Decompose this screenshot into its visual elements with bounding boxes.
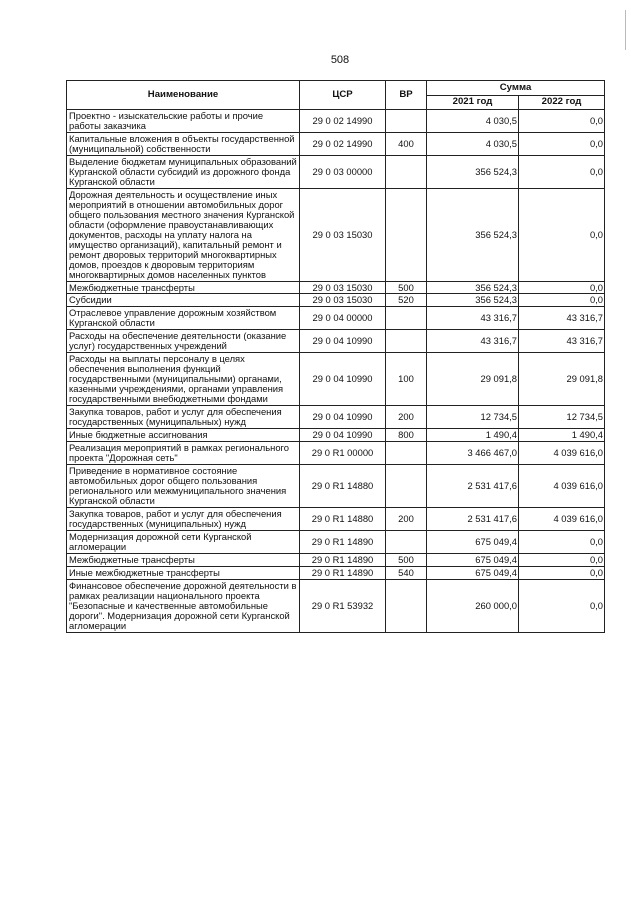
table-row	[67, 530, 605, 553]
row-name-cell: Межбюджетные трансферты	[67, 281, 300, 294]
row-sum-2021-cell: 43 316,7	[427, 307, 519, 330]
table-row	[67, 507, 605, 530]
row-vr-cell: 500	[386, 553, 427, 566]
table-row	[67, 307, 605, 330]
scan-edge-mark	[625, 10, 626, 50]
table-row	[67, 465, 605, 508]
row-vr-cell: 400	[386, 132, 427, 155]
table-row	[67, 566, 605, 579]
page-number: 508	[330, 54, 350, 66]
table-row	[67, 442, 605, 465]
row-sum-2022-cell: 0,0	[519, 579, 605, 632]
row-csr-cell: 29 0 R1 14890	[300, 530, 386, 553]
table-row	[67, 281, 605, 294]
row-name-cell: Приведение в нормативное состояние автомобильных дорог общего пользования регионального или межмуниципального значения Курганской области	[67, 465, 300, 508]
row-csr-cell: 29 0 03 15030	[300, 281, 386, 294]
row-csr-cell: 29 0 R1 00000	[300, 442, 386, 465]
row-sum-2021-cell: 3 466 467,0	[427, 442, 519, 465]
budget-table-container	[66, 80, 605, 633]
row-sum-2021-cell: 43 316,7	[427, 330, 519, 353]
header-sum: Сумма	[427, 81, 605, 96]
row-vr-cell	[386, 330, 427, 353]
row-name-cell: Модернизация дорожной сети Курганской агломерации	[67, 530, 300, 553]
row-sum-2021-cell: 675 049,4	[427, 553, 519, 566]
row-vr-cell: 200	[386, 507, 427, 530]
row-name-cell: Расходы на обеспечение деятельности (оказание услуг) государственных учреждений	[67, 330, 300, 353]
table-row	[67, 429, 605, 442]
row-sum-2022-cell: 0,0	[519, 530, 605, 553]
table-row	[67, 110, 605, 133]
table-row	[67, 330, 605, 353]
row-csr-cell: 29 0 03 15030	[300, 188, 386, 281]
header-year-2021: 2021 год	[427, 95, 519, 110]
row-name-cell: Капитальные вложения в объекты государственной (муниципальной) собственности	[67, 132, 300, 155]
row-sum-2022-cell: 0,0	[519, 553, 605, 566]
row-name-cell: Финансовое обеспечение дорожной деятельности в рамках реализации национального проекта "Безопасные и качественные автомобильные дороги". Модернизация дорожной сети Курганской агломерации	[67, 579, 300, 632]
row-name-cell: Выделение бюджетам муниципальных образований Курганской области субсидий из дорожного фонда Курганской области	[67, 155, 300, 188]
table-row	[67, 155, 605, 188]
row-sum-2022-cell: 0,0	[519, 188, 605, 281]
row-name-cell: Закупка товаров, работ и услуг для обеспечения государственных (муниципальных) нужд	[67, 507, 300, 530]
row-sum-2021-cell: 4 030,5	[427, 110, 519, 133]
row-csr-cell: 29 0 R1 14880	[300, 507, 386, 530]
row-sum-2022-cell: 0,0	[519, 132, 605, 155]
row-sum-2022-cell: 43 316,7	[519, 330, 605, 353]
row-sum-2021-cell: 356 524,3	[427, 294, 519, 307]
row-sum-2021-cell: 356 524,3	[427, 155, 519, 188]
row-sum-2022-cell: 4 039 616,0	[519, 442, 605, 465]
row-csr-cell: 29 0 04 10990	[300, 330, 386, 353]
row-csr-cell: 29 0 04 10990	[300, 353, 386, 406]
row-sum-2022-cell: 12 734,5	[519, 406, 605, 429]
row-csr-cell: 29 0 R1 53932	[300, 579, 386, 632]
row-sum-2021-cell: 260 000,0	[427, 579, 519, 632]
row-name-cell: Дорожная деятельность и осуществление иных мероприятий в отношении автомобильных дорог общего пользования местного значения Курганской области (оформление правоустанавливающих документов, расходы на уплату налога на имущество организаций), капитальный ремонт и ремонт дворовых территорий многоквартирных домов, проездов к дворовым территориям многоквартирных домов населенных пунктов	[67, 188, 300, 281]
row-name-cell: Иные межбюджетные трансферты	[67, 566, 300, 579]
row-vr-cell	[386, 110, 427, 133]
row-csr-cell: 29 0 R1 14890	[300, 566, 386, 579]
row-vr-cell	[386, 465, 427, 508]
row-sum-2021-cell: 356 524,3	[427, 281, 519, 294]
table-row	[67, 188, 605, 281]
row-vr-cell: 800	[386, 429, 427, 442]
row-vr-cell	[386, 188, 427, 281]
row-csr-cell: 29 0 04 00000	[300, 307, 386, 330]
row-csr-cell: 29 0 R1 14890	[300, 553, 386, 566]
row-name-cell: Проектно - изыскательские работы и прочие работы заказчика	[67, 110, 300, 133]
row-csr-cell: 29 0 03 00000	[300, 155, 386, 188]
row-sum-2022-cell: 4 039 616,0	[519, 507, 605, 530]
row-vr-cell	[386, 579, 427, 632]
row-vr-cell	[386, 307, 427, 330]
row-name-cell: Расходы на выплаты персоналу в целях обеспечения выполнения функций государственными (муниципальными) органами, казенными учреждениями, органами управления государственными внебюджетными фондами	[67, 353, 300, 406]
row-sum-2022-cell: 4 039 616,0	[519, 465, 605, 508]
header-year-2022: 2022 год	[519, 95, 605, 110]
row-sum-2022-cell: 0,0	[519, 294, 605, 307]
row-sum-2022-cell: 0,0	[519, 110, 605, 133]
row-csr-cell: 29 0 03 15030	[300, 294, 386, 307]
row-sum-2022-cell: 29 091,8	[519, 353, 605, 406]
table-row	[67, 553, 605, 566]
row-vr-cell	[386, 530, 427, 553]
header-name: Наименование	[67, 81, 300, 110]
row-name-cell: Реализация мероприятий в рамках регионального проекта "Дорожная сеть"	[67, 442, 300, 465]
row-csr-cell: 29 0 02 14990	[300, 110, 386, 133]
row-sum-2021-cell: 356 524,3	[427, 188, 519, 281]
row-vr-cell	[386, 442, 427, 465]
row-csr-cell: 29 0 04 10990	[300, 406, 386, 429]
row-sum-2021-cell: 2 531 417,6	[427, 465, 519, 508]
table-body	[67, 110, 605, 633]
header-vr: ВР	[386, 81, 427, 110]
table-row	[67, 353, 605, 406]
row-vr-cell	[386, 155, 427, 188]
row-csr-cell: 29 0 R1 14880	[300, 465, 386, 508]
row-name-cell: Закупка товаров, работ и услуг для обеспечения государственных (муниципальных) нужд	[67, 406, 300, 429]
row-sum-2021-cell: 29 091,8	[427, 353, 519, 406]
table-row	[67, 406, 605, 429]
row-sum-2022-cell: 43 316,7	[519, 307, 605, 330]
table-row	[67, 294, 605, 307]
table-row	[67, 132, 605, 155]
budget-table	[66, 80, 605, 633]
row-sum-2022-cell: 0,0	[519, 155, 605, 188]
row-sum-2022-cell: 0,0	[519, 566, 605, 579]
row-vr-cell: 100	[386, 353, 427, 406]
row-name-cell: Отраслевое управление дорожным хозяйством Курганской области	[67, 307, 300, 330]
row-name-cell: Межбюджетные трансферты	[67, 553, 300, 566]
table-row	[67, 579, 605, 632]
row-vr-cell: 520	[386, 294, 427, 307]
row-sum-2021-cell: 12 734,5	[427, 406, 519, 429]
row-vr-cell: 540	[386, 566, 427, 579]
row-sum-2021-cell: 675 049,4	[427, 530, 519, 553]
row-sum-2021-cell: 675 049,4	[427, 566, 519, 579]
row-sum-2021-cell: 4 030,5	[427, 132, 519, 155]
row-csr-cell: 29 0 04 10990	[300, 429, 386, 442]
row-sum-2022-cell: 0,0	[519, 281, 605, 294]
row-csr-cell: 29 0 02 14990	[300, 132, 386, 155]
row-sum-2021-cell: 1 490,4	[427, 429, 519, 442]
row-name-cell: Иные бюджетные ассигнования	[67, 429, 300, 442]
row-vr-cell: 200	[386, 406, 427, 429]
row-sum-2021-cell: 2 531 417,6	[427, 507, 519, 530]
table-header	[67, 81, 605, 110]
row-vr-cell: 500	[386, 281, 427, 294]
row-name-cell: Субсидии	[67, 294, 300, 307]
row-sum-2022-cell: 1 490,4	[519, 429, 605, 442]
header-csr: ЦСР	[300, 81, 386, 110]
